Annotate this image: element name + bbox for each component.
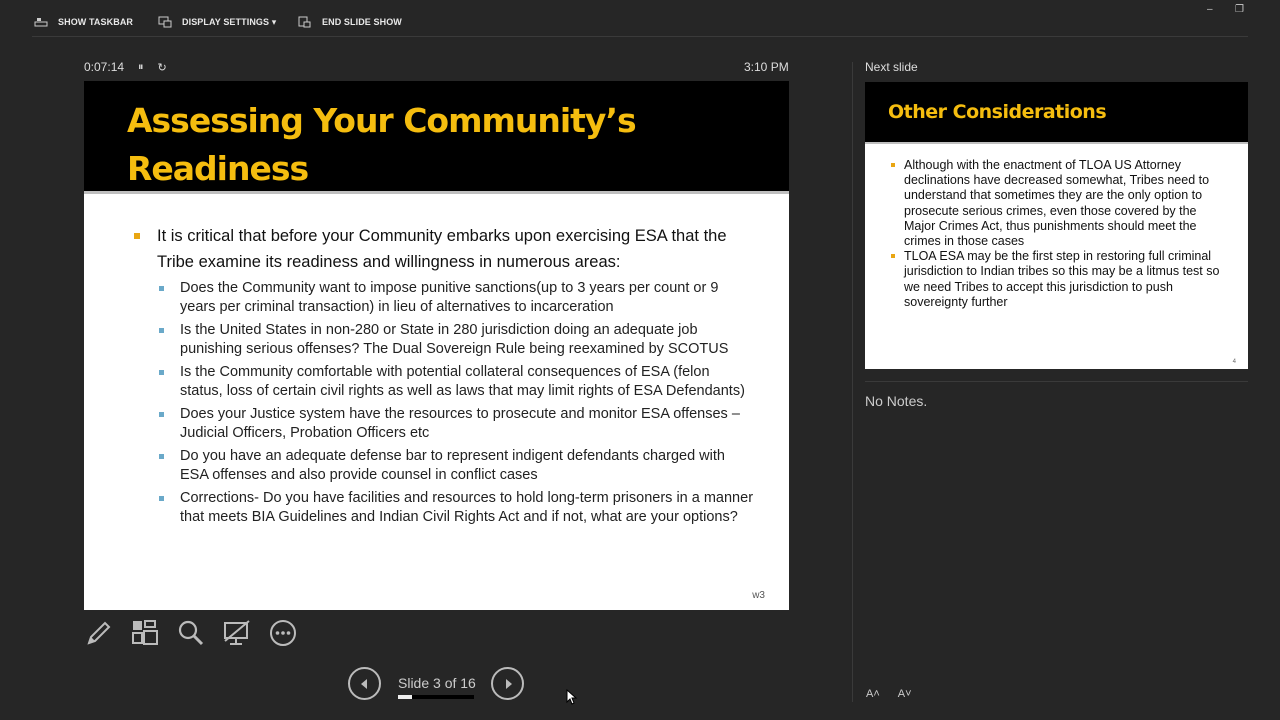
next-slide-preview[interactable] (865, 82, 1248, 369)
end-show-icon (298, 16, 312, 28)
elapsed-time: 0:07:14 (84, 60, 125, 74)
pane-divider[interactable] (852, 62, 853, 702)
sub-bullet: Does the Community want to impose punitive sanctions(up to 3 years per count or 9 years per criminal transaction) in lieu of alternatives to incarceration (157, 279, 754, 317)
sub-bullet: Does your Justice system have the resources to prosecute and monitor ESA offenses – Judicial Officers, Probation Officers etc (157, 405, 754, 443)
previous-slide-button[interactable] (348, 667, 381, 700)
minimize-button[interactable]: – (1207, 4, 1213, 15)
notes-font-controls (866, 688, 930, 700)
main-bullet: It is critical that before your Community embarks upon exercising ESA that the Tribe examine its readiness and willingness in numerous areas: (134, 223, 754, 275)
black-screen-icon (223, 619, 251, 647)
more-options-icon (269, 619, 297, 647)
black-screen-button[interactable] (222, 618, 252, 648)
toolbar-divider (32, 36, 1248, 37)
pen-tool-button[interactable] (84, 618, 114, 648)
presenter-tools (84, 618, 314, 648)
slideshow-timer (84, 60, 167, 74)
slide-title-line-2: Readiness (127, 149, 309, 188)
restore-button[interactable]: ❐ (1235, 4, 1244, 15)
end-slide-show-label: END SLIDE SHOW (322, 17, 402, 27)
display-settings-button[interactable] (158, 12, 276, 32)
sub-bullet: Do you have an adequate defense bar to represent indigent defendants charged with ESA offenses and also provide counsel in conflict cases (157, 447, 754, 485)
show-taskbar-button[interactable] (34, 12, 133, 32)
end-slide-show-button[interactable] (298, 12, 402, 32)
see-all-slides-button[interactable] (130, 618, 160, 648)
mouse-cursor-icon (566, 689, 578, 705)
next-slide-button[interactable] (491, 667, 524, 700)
slide-title-line-1: Assessing Your Community’s (127, 101, 636, 140)
next-slide-bullet: TLOA ESA may be the first step in restoring full criminal jurisdiction to Indian tribes so this may be a litmus test so we need Tribes to accept this jurisdiction to push sovereignty further (891, 249, 1231, 310)
slide-body (134, 223, 754, 527)
slide-counter[interactable]: Slide 3 of 16 (398, 675, 476, 691)
presenter-toolbar (0, 0, 1280, 40)
slide-progress-bar (398, 695, 474, 699)
slide-page-number: w3 (752, 590, 765, 601)
next-slide-bullet: Although with the enactment of TLOA US Attorney declinations have decreased somewhat, Tribes need to understand that sometimes they are the only option to prosecute serious crimes, even those covered by the Major Crimes Act, thus punishments should meet the crimes in those cases (891, 158, 1231, 249)
zoom-icon (177, 619, 205, 647)
more-options-button[interactable] (268, 618, 298, 648)
decrease-font-button[interactable]: A˅ (897, 688, 912, 700)
restart-timer-button[interactable]: ↻ (157, 61, 167, 74)
sub-bullet: Is the United States in non-280 or State in 280 jurisdiction doing an adequate job punishing serious offenses? The Dual Sovereign Rule being reexamined by SCOTUS (157, 321, 754, 359)
sub-bullet: Is the Community comfortable with potential collateral consequences of ESA (felon status, loss of certain civil rights as well as laws that may limit rights of ESA Defendants) (157, 363, 754, 401)
next-slide-title: Other Considerations (888, 101, 1107, 123)
slide-navigation (348, 667, 528, 707)
pen-icon (85, 619, 113, 647)
next-slide-page-number: 4 (1232, 359, 1236, 365)
next-slide-body (891, 158, 1231, 310)
sub-bullet: Corrections- Do you have facilities and resources to hold long-term prisoners in a manner that meets BIA Guidelines and Indian Civil Rights Act and if not, what are your options? (157, 489, 754, 527)
slide-progress-fill (398, 695, 412, 699)
next-arrow-icon (502, 678, 514, 690)
taskbar-icon (34, 16, 48, 28)
zoom-button[interactable] (176, 618, 206, 648)
current-slide[interactable] (84, 81, 789, 610)
current-clock: 3:10 PM (744, 60, 789, 74)
speaker-notes: No Notes. (865, 393, 928, 409)
pause-timer-button[interactable]: ⏸ (138, 60, 144, 73)
all-slides-icon (131, 619, 159, 647)
notes-divider[interactable] (865, 381, 1248, 382)
display-icon (158, 16, 172, 28)
slide-title (127, 97, 767, 193)
display-settings-label: DISPLAY SETTINGS ▾ (182, 16, 277, 27)
next-slide-label: Next slide (865, 60, 918, 74)
increase-font-button[interactable]: A˄ (866, 688, 880, 700)
prev-arrow-icon (359, 678, 371, 690)
show-taskbar-label: SHOW TASKBAR (58, 17, 134, 27)
next-slide-title-rule (865, 142, 1248, 144)
